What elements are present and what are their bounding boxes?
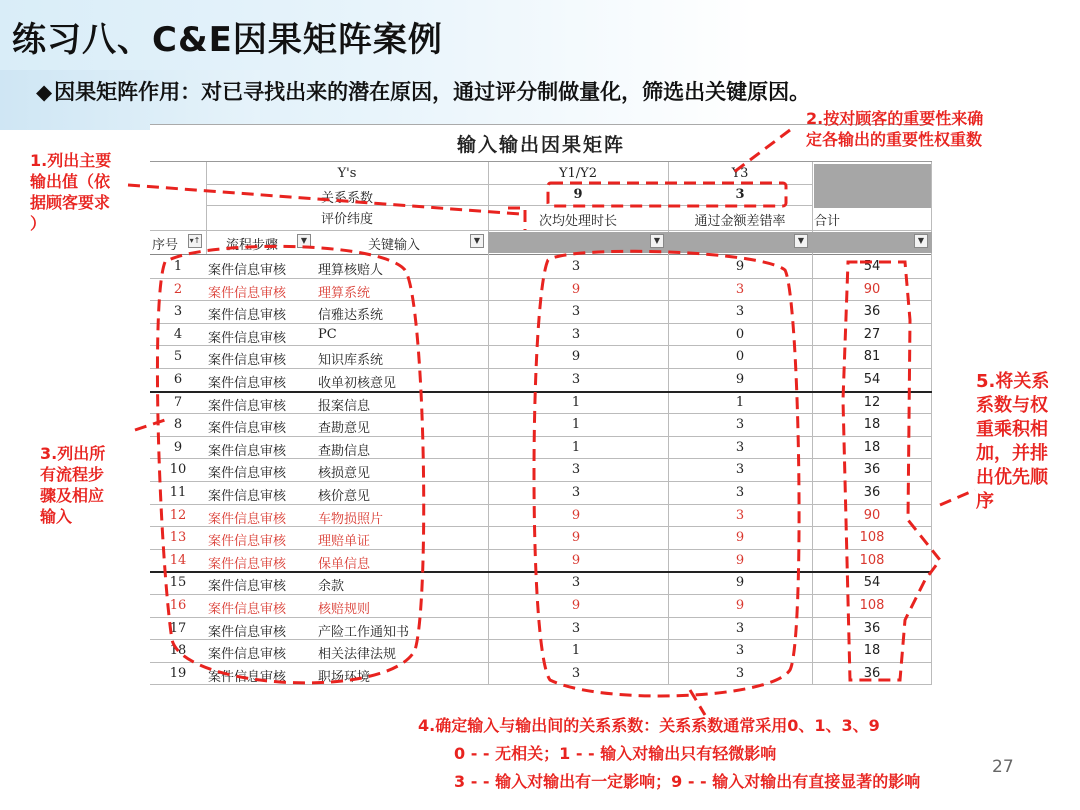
y1-score-cell: 9 xyxy=(571,552,581,568)
process-step-cell: 案件信息审核 xyxy=(208,669,287,685)
y3-score-cell: 1 xyxy=(735,394,745,410)
table-row xyxy=(150,482,932,505)
table-row xyxy=(150,437,932,460)
table-row xyxy=(150,663,932,686)
table-row xyxy=(150,527,932,550)
key-input-cell: 产险工作通知书 xyxy=(318,624,410,640)
y1-score-cell: 3 xyxy=(571,372,581,387)
total-cell: 36 xyxy=(863,304,881,320)
row-number-cell: 1 xyxy=(173,259,183,274)
total-cell: 90 xyxy=(863,281,881,297)
y3-score-cell: 9 xyxy=(735,372,745,387)
y1-score-cell: 9 xyxy=(571,281,581,297)
row-number-cell: 19 xyxy=(169,665,187,681)
y3-score-cell: 0 xyxy=(735,326,745,342)
y3-score-cell: 3 xyxy=(735,620,745,636)
ys-label: Y's xyxy=(337,166,357,181)
total-cell: 18 xyxy=(863,417,881,433)
process-step-cell: 案件信息审核 xyxy=(208,466,287,482)
total-cell: 108 xyxy=(859,530,885,546)
total-cell: 18 xyxy=(863,439,881,455)
process-step-cell: 案件信息审核 xyxy=(208,353,287,369)
y1-score-cell: 3 xyxy=(571,259,581,274)
y3-dimension: 通过金额差错率 xyxy=(694,214,786,229)
table-row xyxy=(150,301,932,324)
process-step-cell: 案件信息审核 xyxy=(208,556,287,572)
eval-label: 评价纬度 xyxy=(320,212,373,227)
annotation-2: 2.按对顾客的重要性来确 定各输出的重要性权重数 xyxy=(806,109,984,149)
key-input-cell: 理算核赔人 xyxy=(318,263,384,278)
process-step-cell: 案件信息审核 xyxy=(208,647,287,663)
table-row xyxy=(150,369,932,392)
table-row xyxy=(150,505,932,528)
process-step-cell: 案件信息审核 xyxy=(208,489,287,504)
row-number-cell: 4 xyxy=(173,326,183,342)
total-cell: 36 xyxy=(863,485,881,500)
key-input-cell: PC xyxy=(318,326,337,342)
y1-score-cell: 1 xyxy=(571,417,581,433)
col-no-header: 序号 xyxy=(152,238,179,253)
table-row xyxy=(150,256,932,279)
key-input-cell: 理赔单证 xyxy=(318,534,371,550)
key-input-cell: 查勘信息 xyxy=(318,443,371,459)
process-step-cell: 案件信息审核 xyxy=(208,511,287,527)
row-number-cell: 18 xyxy=(169,643,187,659)
total-cell: 90 xyxy=(863,507,881,523)
annotation-1: 1.列出主要 输出值（依 据顾客要求 ） xyxy=(30,151,112,233)
total-cell: 54 xyxy=(863,372,881,387)
table-row xyxy=(150,459,932,482)
row-number-cell: 12 xyxy=(169,507,187,523)
row-number-cell: 3 xyxy=(173,304,183,320)
y1-score-cell: 1 xyxy=(571,394,581,410)
table-row xyxy=(150,550,932,573)
y1-score-cell: 3 xyxy=(571,326,581,342)
row-number-cell: 14 xyxy=(169,552,187,568)
total-cell: 36 xyxy=(863,462,881,478)
process-step-cell: 案件信息审核 xyxy=(208,624,287,640)
row-number-cell: 16 xyxy=(169,598,187,613)
y3-score-cell: 9 xyxy=(735,530,745,546)
filter-row-fill xyxy=(488,232,932,253)
process-step-cell: 案件信息审核 xyxy=(208,602,287,617)
annotation-5: 5.将关系 系数与权 重乘积相 加，并排 出优先顺 序 xyxy=(976,371,1050,512)
subtitle xyxy=(36,76,810,106)
key-input-cell: 报案信息 xyxy=(318,398,371,414)
y3-filter-button[interactable]: ▼ xyxy=(794,234,808,248)
y3-score-cell: 3 xyxy=(735,281,745,297)
row-number-cell: 13 xyxy=(169,530,187,546)
total-cell: 108 xyxy=(859,552,885,568)
sum-header-fill xyxy=(814,164,931,208)
key-input-cell: 收单初核意见 xyxy=(318,376,397,391)
key-input-cell: 核损意见 xyxy=(318,466,371,482)
process-step-cell: 案件信息审核 xyxy=(208,330,287,346)
step-filter-button[interactable]: ▼ xyxy=(297,234,311,248)
process-step-cell: 案件信息审核 xyxy=(208,398,287,414)
total-cell: 81 xyxy=(863,349,881,365)
y3-score-cell: 9 xyxy=(735,598,745,613)
y3-score-cell: 3 xyxy=(735,507,745,523)
total-cell: 54 xyxy=(863,575,881,591)
key-input-cell: 知识库系统 xyxy=(318,353,384,369)
key-input-cell: 查勘意见 xyxy=(318,421,371,437)
y1-score-cell: 3 xyxy=(571,304,581,320)
row-number-cell: 5 xyxy=(173,349,183,365)
slide-title: 练习八、C&E因果矩阵案例 xyxy=(12,20,443,60)
row-number-cell: 17 xyxy=(169,620,187,636)
y1-dimension: 次均处理时长 xyxy=(538,214,617,229)
y3-score-cell: 3 xyxy=(735,417,745,433)
process-step-cell: 案件信息审核 xyxy=(208,534,287,550)
total-cell: 54 xyxy=(863,259,881,274)
col-step-header: 流程步骤 xyxy=(226,238,279,253)
key-input-cell: 职场环境 xyxy=(318,669,371,685)
y1-score-cell: 9 xyxy=(571,530,581,546)
process-step-cell: 案件信息审核 xyxy=(208,285,287,301)
key-input-cell: 信雅达系统 xyxy=(318,308,384,324)
y1-score-cell: 1 xyxy=(571,439,581,455)
sheet-title: 输入输出因果矩阵 xyxy=(456,134,625,156)
table-row xyxy=(150,414,932,437)
sum-label: 合计 xyxy=(814,214,841,229)
table-row xyxy=(150,346,932,369)
col-input-header: 关键输入 xyxy=(368,238,421,253)
y3-score-cell: 9 xyxy=(735,575,745,591)
total-cell: 108 xyxy=(859,598,885,613)
key-input-cell: 车物损照片 xyxy=(318,511,384,527)
process-step-cell: 案件信息审核 xyxy=(208,421,287,437)
y3-score-cell: 3 xyxy=(735,462,745,478)
y1-score-cell: 1 xyxy=(571,643,581,659)
diamond-bullet-icon: ◆ xyxy=(36,80,53,104)
process-step-cell: 案件信息审核 xyxy=(208,443,287,459)
key-input-cell: 保单信息 xyxy=(318,556,371,572)
y1-score-cell: 3 xyxy=(571,485,581,500)
row-number-cell: 15 xyxy=(169,575,187,591)
table-row xyxy=(150,618,932,641)
relation-label: 关系系数 xyxy=(320,191,373,206)
y3-score-cell: 3 xyxy=(735,485,745,500)
annotation-4: 4.确定输入与输出间的关系系数：关系系数通常采用0、1、3、9 0 - - 无相关；1 - - 输入对输出只有轻微影响 3 - - 输入对输出有一定影响；9 - - 输入对输出有直接显著的影响 xyxy=(418,716,921,791)
row-number-cell: 8 xyxy=(173,417,183,433)
row-number-cell: 11 xyxy=(169,485,187,500)
row-number-cell: 9 xyxy=(173,439,183,455)
y1-score-cell: 3 xyxy=(571,462,581,478)
process-step-cell: 案件信息审核 xyxy=(208,263,287,278)
y1-score-cell: 3 xyxy=(571,665,581,681)
key-input-cell: 相关法律法规 xyxy=(318,647,397,663)
subtitle-text: 因果矩阵作用：对已寻找出来的潜在原因，通过评分制做量化，筛选出关键原因。 xyxy=(54,80,811,104)
y3-score-cell: 9 xyxy=(735,552,745,568)
y1-score-cell: 3 xyxy=(571,620,581,636)
process-step-cell: 案件信息审核 xyxy=(208,376,287,391)
sum-filter-button[interactable]: ▼ xyxy=(914,234,928,248)
table-row xyxy=(150,640,932,663)
total-cell: 18 xyxy=(863,643,881,659)
annotation-3: 3.列出所 有流程步 骤及相应 输入 xyxy=(40,444,106,526)
total-cell: 12 xyxy=(863,394,881,410)
y3-score-cell: 0 xyxy=(735,349,745,365)
y1-header: Y1/Y2 xyxy=(558,166,598,181)
key-input-cell: 理算系统 xyxy=(318,285,371,301)
row-number-cell: 6 xyxy=(173,372,183,387)
table-row xyxy=(150,595,932,618)
process-step-cell: 案件信息审核 xyxy=(208,308,287,324)
y1-filter-button[interactable]: ▼ xyxy=(650,234,664,248)
y3-score-cell: 3 xyxy=(735,439,745,455)
y1-weight: 9 xyxy=(573,187,583,202)
key-input-cell: 余款 xyxy=(318,579,345,595)
row-number-cell: 10 xyxy=(169,462,187,478)
input-filter-button[interactable]: ▼ xyxy=(470,234,484,248)
table-row xyxy=(150,572,932,595)
y3-score-cell: 3 xyxy=(735,304,745,320)
table-row xyxy=(150,324,932,347)
y3-weight: 3 xyxy=(735,187,745,202)
process-step-cell: 案件信息审核 xyxy=(208,579,287,595)
total-cell: 27 xyxy=(863,326,881,342)
total-cell: 36 xyxy=(863,620,881,636)
y1-score-cell: 9 xyxy=(571,349,581,365)
y3-score-cell: 9 xyxy=(735,259,745,274)
sort-filter-button[interactable]: ▾↑ xyxy=(188,234,202,248)
table-row xyxy=(150,392,932,415)
row-number-cell: 7 xyxy=(173,394,183,410)
key-input-cell: 核赔规则 xyxy=(318,602,371,617)
row-number-cell: 2 xyxy=(173,281,183,297)
total-cell: 36 xyxy=(863,665,881,681)
key-input-cell: 核价意见 xyxy=(318,489,371,504)
page-number: 27 xyxy=(992,757,1014,777)
y3-header: Y3 xyxy=(731,166,749,181)
y1-score-cell: 9 xyxy=(571,598,581,613)
y1-score-cell: 9 xyxy=(571,507,581,523)
y3-score-cell: 3 xyxy=(735,643,745,659)
table-row xyxy=(150,279,932,302)
arrow-5 xyxy=(940,490,975,505)
y3-score-cell: 3 xyxy=(735,665,745,681)
y1-score-cell: 3 xyxy=(571,575,581,591)
ce-matrix-sheet xyxy=(150,124,932,684)
